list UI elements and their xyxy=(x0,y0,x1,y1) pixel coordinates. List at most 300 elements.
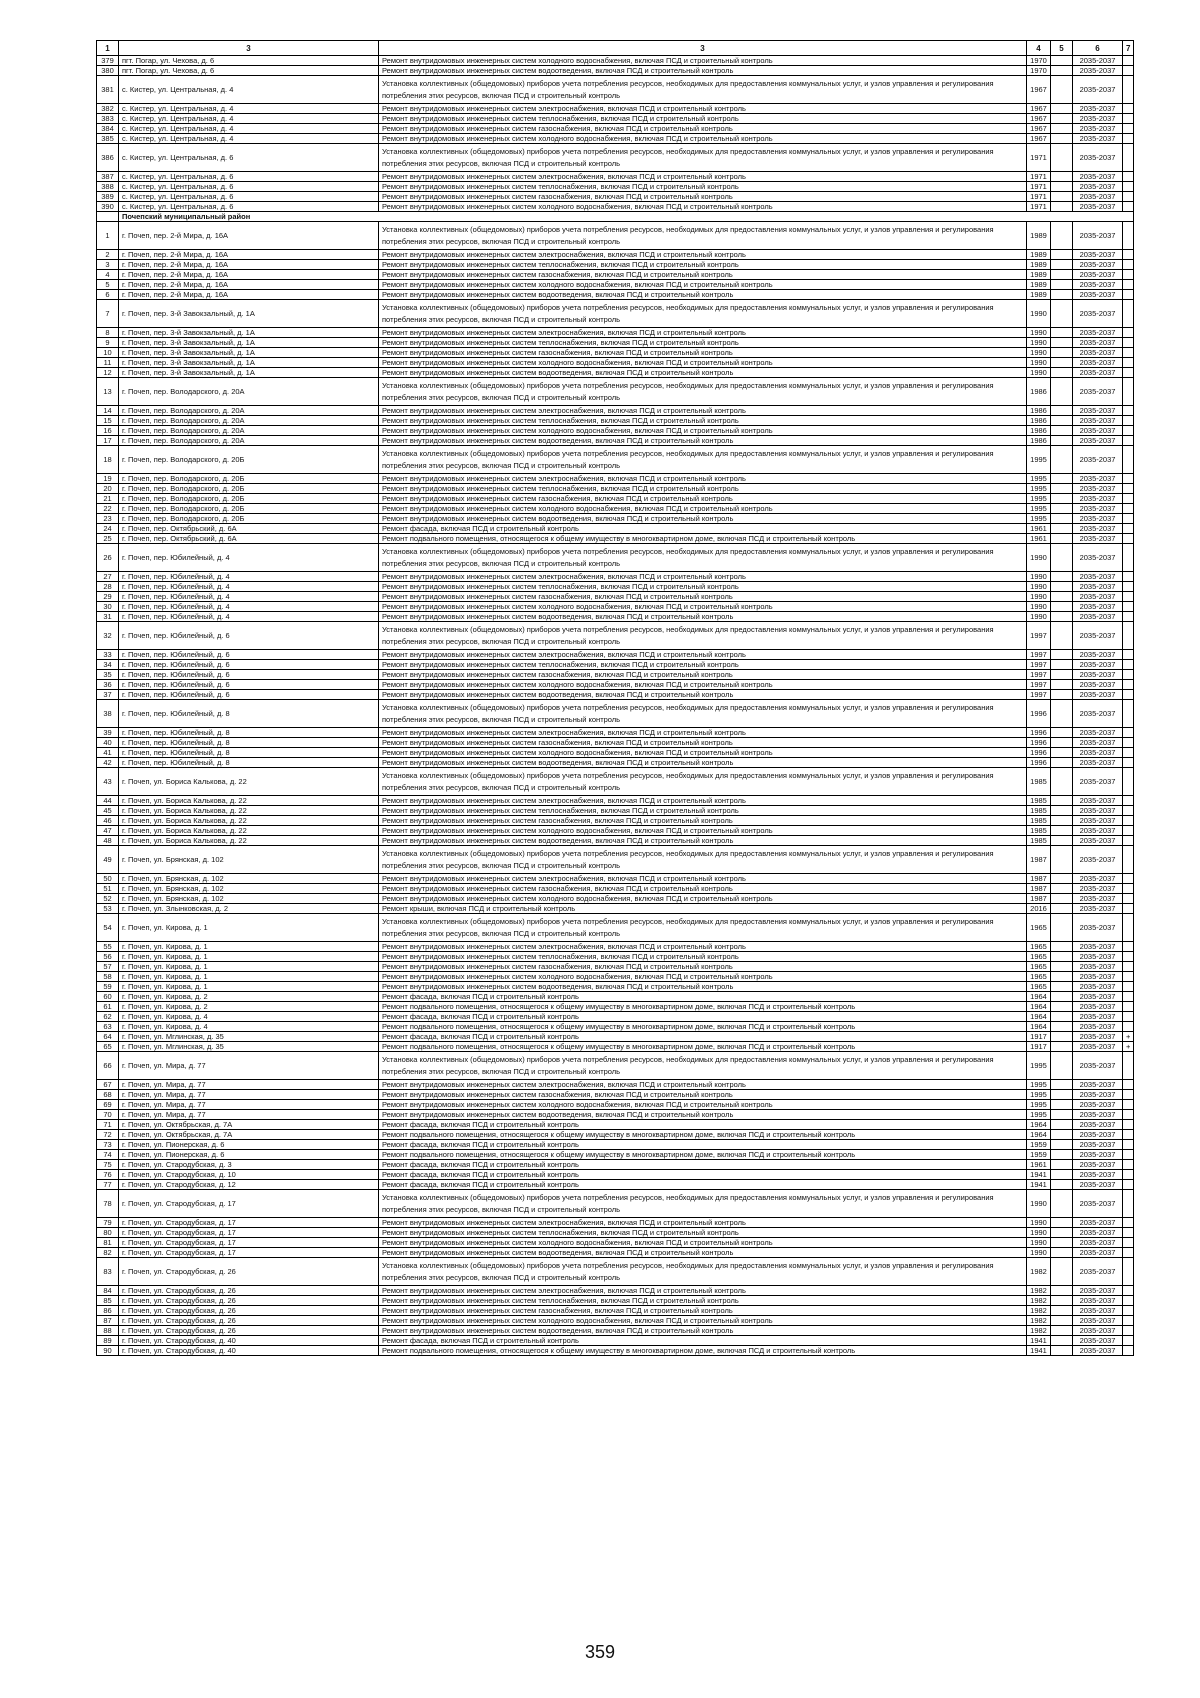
work-type-cell: Ремонт фасада, включая ПСД и строительный контроль xyxy=(379,992,1027,1002)
empty-cell xyxy=(1051,426,1073,436)
row-number-cell: 30 xyxy=(97,602,119,612)
year-cell: 1959 xyxy=(1027,1150,1051,1160)
address-cell: г. Почеп, ул. Октябрьская, д. 7А xyxy=(119,1120,379,1130)
year-cell: 1965 xyxy=(1027,942,1051,952)
address-cell: с. Кистер, ул. Центральная, д. 6 xyxy=(119,192,379,202)
year-cell: 1990 xyxy=(1027,348,1051,358)
row-number-cell: 37 xyxy=(97,690,119,700)
address-cell: г. Почеп, ул. Кирова, д. 2 xyxy=(119,992,379,1002)
year-cell: 1965 xyxy=(1027,914,1051,942)
address-cell: г. Почеп, пер. Володарского, д. 20А xyxy=(119,378,379,406)
empty-cell xyxy=(1051,56,1073,66)
empty-cell xyxy=(1051,300,1073,328)
table-row xyxy=(97,338,1134,348)
table-row xyxy=(97,1042,1134,1052)
address-cell: г. Почеп, пер. Володарского, д. 20Б xyxy=(119,484,379,494)
header-cell: 7 xyxy=(1123,41,1134,56)
empty-cell xyxy=(1051,670,1073,680)
row-number-cell: 67 xyxy=(97,1080,119,1090)
empty-cell xyxy=(1051,328,1073,338)
row-number-cell: 74 xyxy=(97,1150,119,1160)
period-cell: 2035-2037 xyxy=(1073,982,1123,992)
address-cell: г. Почеп, ул. Стародубская, д. 26 xyxy=(119,1306,379,1316)
empty-cell xyxy=(1051,182,1073,192)
empty-cell xyxy=(1051,582,1073,592)
work-type-cell: Ремонт внутридомовых инженерных систем холодного водоснабжения, включая ПСД и строительный контроль xyxy=(379,972,1027,982)
mark-cell xyxy=(1123,114,1134,124)
mark-cell xyxy=(1123,1002,1134,1012)
work-type-cell: Ремонт подвального помещения, относящегося к общему имуществу в многоквартирном доме, включая ПСД и строительный контроль xyxy=(379,1042,1027,1052)
period-cell: 2035-2037 xyxy=(1073,728,1123,738)
work-type-cell: Установка коллективных (общедомовых) приборов учета потребления ресурсов, необходимых для предоставления коммунальных услуг, и узлов управления и регулирования потребления этих ресурсов, включая ПСД и строительный контроль xyxy=(379,1258,1027,1286)
document-sheet xyxy=(96,40,1134,1356)
work-type-cell: Установка коллективных (общедомовых) приборов учета потребления ресурсов, необходимых для предоставления коммунальных услуг, и узлов управления и регулирования потребления этих ресурсов, включая ПСД и строительный контроль xyxy=(379,378,1027,406)
mark-cell xyxy=(1123,1286,1134,1296)
period-cell: 2035-2037 xyxy=(1073,406,1123,416)
address-cell: г. Почеп, ул. Кирова, д. 1 xyxy=(119,982,379,992)
work-type-cell: Ремонт внутридомовых инженерных систем холодного водоснабжения, включая ПСД и строительный контроль xyxy=(379,826,1027,836)
work-type-cell: Ремонт внутридомовых инженерных систем электроснабжения, включая ПСД и строительный контроль xyxy=(379,328,1027,338)
row-number-cell: 6 xyxy=(97,290,119,300)
address-cell: г. Почеп, ул. Октябрьская, д. 7А xyxy=(119,1130,379,1140)
address-cell: г. Почеп, ул. Стародубская, д. 17 xyxy=(119,1238,379,1248)
address-cell: г. Почеп, ул. Кирова, д. 1 xyxy=(119,952,379,962)
table-row xyxy=(97,728,1134,738)
empty-cell xyxy=(1051,134,1073,144)
empty-cell xyxy=(1051,202,1073,212)
empty-cell xyxy=(1051,952,1073,962)
address-cell: г. Почеп, пер. 3-й Завокзальный, д. 1А xyxy=(119,300,379,328)
address-cell: г. Почеп, ул. Мира, д. 77 xyxy=(119,1052,379,1080)
address-cell: г. Почеп, пер. Юбилейный, д. 8 xyxy=(119,700,379,728)
mark-cell xyxy=(1123,1140,1134,1150)
work-type-cell: Ремонт фасада, включая ПСД и строительный контроль xyxy=(379,1160,1027,1170)
empty-cell xyxy=(1051,104,1073,114)
year-cell: 1989 xyxy=(1027,290,1051,300)
period-cell: 2035-2037 xyxy=(1073,1180,1123,1190)
work-type-cell: Ремонт фасада, включая ПСД и строительный контроль xyxy=(379,1336,1027,1346)
period-cell: 2035-2037 xyxy=(1073,768,1123,796)
year-cell: 1985 xyxy=(1027,836,1051,846)
work-type-cell: Ремонт фасада, включая ПСД и строительный контроль xyxy=(379,1012,1027,1022)
table-row xyxy=(97,1002,1134,1012)
mark-cell xyxy=(1123,992,1134,1002)
address-cell: г. Почеп, ул. Злынковская, д. 2 xyxy=(119,904,379,914)
row-number-cell: 64 xyxy=(97,1032,119,1042)
table-row xyxy=(97,426,1134,436)
row-number-cell: 83 xyxy=(97,1258,119,1286)
mark-cell xyxy=(1123,66,1134,76)
year-cell: 1990 xyxy=(1027,582,1051,592)
work-type-cell: Ремонт внутридомовых инженерных систем теплоснабжения, включая ПСД и строительный контроль xyxy=(379,1296,1027,1306)
work-type-cell: Ремонт фасада, включая ПСД и строительный контроль xyxy=(379,1140,1027,1150)
mark-cell xyxy=(1123,202,1134,212)
mark-cell xyxy=(1123,1120,1134,1130)
address-cell: г. Почеп, ул. Стародубская, д. 10 xyxy=(119,1170,379,1180)
table-row xyxy=(97,612,1134,622)
work-type-cell: Ремонт фасада, включая ПСД и строительный контроль xyxy=(379,1180,1027,1190)
work-type-cell: Ремонт крыши, включая ПСД и строительный контроль xyxy=(379,904,1027,914)
row-number-cell: 12 xyxy=(97,368,119,378)
empty-cell xyxy=(1051,1286,1073,1296)
period-cell: 2035-2037 xyxy=(1073,796,1123,806)
row-number-cell: 2 xyxy=(97,250,119,260)
work-type-cell: Установка коллективных (общедомовых) приборов учета потребления ресурсов, необходимых для предоставления коммунальных услуг, и узлов управления и регулирования потребления этих ресурсов, включая ПСД и строительный контроль xyxy=(379,144,1027,172)
year-cell: 1986 xyxy=(1027,426,1051,436)
empty-cell xyxy=(1051,290,1073,300)
row-number-cell: 76 xyxy=(97,1170,119,1180)
work-type-cell: Ремонт внутридомовых инженерных систем газоснабжения, включая ПСД и строительный контроль xyxy=(379,494,1027,504)
work-type-cell: Ремонт внутридомовых инженерных систем теплоснабжения, включая ПСД и строительный контроль xyxy=(379,182,1027,192)
row-number-cell: 379 xyxy=(97,56,119,66)
year-cell: 1967 xyxy=(1027,104,1051,114)
address-cell: г. Почеп, ул. Мира, д. 77 xyxy=(119,1090,379,1100)
mark-cell xyxy=(1123,494,1134,504)
address-cell: с. Кистер, ул. Центральная, д. 6 xyxy=(119,172,379,182)
period-cell: 2035-2037 xyxy=(1073,826,1123,836)
row-number-cell: 13 xyxy=(97,378,119,406)
empty-cell xyxy=(1051,1012,1073,1022)
table-row xyxy=(97,972,1134,982)
table-row xyxy=(97,436,1134,446)
table-row xyxy=(97,1218,1134,1228)
work-type-cell: Установка коллективных (общедомовых) приборов учета потребления ресурсов, необходимых для предоставления коммунальных услуг, и узлов управления и регулирования потребления этих ресурсов, включая ПСД и строительный контроль xyxy=(379,768,1027,796)
empty-cell xyxy=(1051,514,1073,524)
year-cell: 1941 xyxy=(1027,1180,1051,1190)
year-cell: 1987 xyxy=(1027,884,1051,894)
row-number-cell: 72 xyxy=(97,1130,119,1140)
period-cell: 2035-2037 xyxy=(1073,1012,1123,1022)
row-number-cell: 87 xyxy=(97,1316,119,1326)
row-number-cell: 380 xyxy=(97,66,119,76)
work-type-cell: Ремонт внутридомовых инженерных систем электроснабжения, включая ПСД и строительный контроль xyxy=(379,1080,1027,1090)
mark-cell xyxy=(1123,544,1134,572)
empty-cell xyxy=(1051,768,1073,796)
period-cell: 2035-2037 xyxy=(1073,690,1123,700)
year-cell: 1997 xyxy=(1027,650,1051,660)
row-number-cell: 36 xyxy=(97,680,119,690)
empty-cell xyxy=(1051,124,1073,134)
year-cell: 1965 xyxy=(1027,962,1051,972)
row-number-cell: 45 xyxy=(97,806,119,816)
year-cell: 1990 xyxy=(1027,338,1051,348)
mark-cell xyxy=(1123,406,1134,416)
mark-cell: + xyxy=(1123,1042,1134,1052)
mark-cell xyxy=(1123,582,1134,592)
row-number-cell: 53 xyxy=(97,904,119,914)
work-type-cell: Ремонт внутридомовых инженерных систем газоснабжения, включая ПСД и строительный контроль xyxy=(379,1306,1027,1316)
year-cell: 1970 xyxy=(1027,66,1051,76)
work-type-cell: Установка коллективных (общедомовых) приборов учета потребления ресурсов, необходимых для предоставления коммунальных услуг, и узлов управления и регулирования потребления этих ресурсов, включая ПСД и строительный контроль xyxy=(379,446,1027,474)
row-number-cell: 4 xyxy=(97,270,119,280)
mark-cell xyxy=(1123,748,1134,758)
mark-cell xyxy=(1123,222,1134,250)
period-cell: 2035-2037 xyxy=(1073,1022,1123,1032)
address-cell: г. Почеп, пер. 2-й Мира, д. 16А xyxy=(119,280,379,290)
address-cell: г. Почеп, ул. Бориса Калькова, д. 22 xyxy=(119,806,379,816)
work-type-cell: Ремонт внутридомовых инженерных систем газоснабжения, включая ПСД и строительный контроль xyxy=(379,270,1027,280)
empty-cell xyxy=(1051,1032,1073,1042)
period-cell: 2035-2037 xyxy=(1073,1120,1123,1130)
empty-cell xyxy=(1051,700,1073,728)
year-cell: 1986 xyxy=(1027,378,1051,406)
header-cell: 3 xyxy=(119,41,379,56)
mark-cell xyxy=(1123,806,1134,816)
year-cell: 1982 xyxy=(1027,1316,1051,1326)
address-cell: г. Почеп, пер. Володарского, д. 20А xyxy=(119,406,379,416)
work-type-cell: Ремонт внутридомовых инженерных систем холодного водоснабжения, включая ПСД и строительный контроль xyxy=(379,504,1027,514)
work-type-cell: Ремонт внутридомовых инженерных систем газоснабжения, включая ПСД и строительный контроль xyxy=(379,348,1027,358)
period-cell: 2035-2037 xyxy=(1073,660,1123,670)
address-cell: г. Почеп, ул. Стародубская, д. 26 xyxy=(119,1258,379,1286)
table-row xyxy=(97,690,1134,700)
page-number: 359 xyxy=(584,1642,616,1662)
year-cell: 1964 xyxy=(1027,1130,1051,1140)
mark-cell xyxy=(1123,660,1134,670)
year-cell: 1990 xyxy=(1027,1238,1051,1248)
empty-cell xyxy=(1051,250,1073,260)
empty-cell xyxy=(1051,76,1073,104)
table-row xyxy=(97,1346,1134,1356)
period-cell: 2035-2037 xyxy=(1073,846,1123,874)
table-row xyxy=(97,1296,1134,1306)
row-number-cell: 61 xyxy=(97,1002,119,1012)
row-number-cell: 384 xyxy=(97,124,119,134)
address-cell: г. Почеп, ул. Кирова, д. 1 xyxy=(119,942,379,952)
period-cell: 2035-2037 xyxy=(1073,972,1123,982)
mark-cell xyxy=(1123,484,1134,494)
period-cell: 2035-2037 xyxy=(1073,1042,1123,1052)
row-number-cell: 385 xyxy=(97,134,119,144)
empty-cell xyxy=(1051,1150,1073,1160)
mark-cell xyxy=(1123,1130,1134,1140)
work-type-cell: Ремонт внутридомовых инженерных систем водоотведения, включая ПСД и строительный контроль xyxy=(379,436,1027,446)
row-number-cell: 10 xyxy=(97,348,119,358)
row-number-cell: 23 xyxy=(97,514,119,524)
period-cell: 2035-2037 xyxy=(1073,280,1123,290)
row-number-cell: 25 xyxy=(97,534,119,544)
year-cell: 1995 xyxy=(1027,494,1051,504)
address-cell: г. Почеп, пер. Юбилейный, д. 8 xyxy=(119,728,379,738)
table-row xyxy=(97,104,1134,114)
address-cell: г. Почеп, ул. Стародубская, д. 3 xyxy=(119,1160,379,1170)
empty-cell xyxy=(1051,1080,1073,1090)
mark-cell xyxy=(1123,836,1134,846)
empty-cell xyxy=(1051,982,1073,992)
mark-cell xyxy=(1123,534,1134,544)
table-row xyxy=(97,768,1134,796)
mark-cell xyxy=(1123,300,1134,328)
address-cell: г. Почеп, ул. Кирова, д. 2 xyxy=(119,1002,379,1012)
year-cell: 1964 xyxy=(1027,1002,1051,1012)
row-number-cell: 69 xyxy=(97,1100,119,1110)
address-cell: г. Почеп, пер. Юбилейный, д. 8 xyxy=(119,748,379,758)
year-cell: 1989 xyxy=(1027,270,1051,280)
row-number-cell: 28 xyxy=(97,582,119,592)
year-cell: 1987 xyxy=(1027,894,1051,904)
table-row xyxy=(97,474,1134,484)
work-type-cell: Ремонт подвального помещения, относящегося к общему имуществу в многоквартирном доме, включая ПСД и строительный контроль xyxy=(379,534,1027,544)
row-number-cell: 35 xyxy=(97,670,119,680)
mark-cell xyxy=(1123,700,1134,728)
work-type-cell: Ремонт внутридомовых инженерных систем теплоснабжения, включая ПСД и строительный контроль xyxy=(379,260,1027,270)
table-row xyxy=(97,758,1134,768)
year-cell: 1995 xyxy=(1027,474,1051,484)
empty-cell xyxy=(97,212,119,222)
year-cell: 1990 xyxy=(1027,1248,1051,1258)
mark-cell xyxy=(1123,680,1134,690)
empty-cell xyxy=(1051,660,1073,670)
row-number-cell: 386 xyxy=(97,144,119,172)
address-cell: г. Почеп, ул. Пионерская, д. 6 xyxy=(119,1150,379,1160)
period-cell: 2035-2037 xyxy=(1073,474,1123,484)
work-type-cell: Ремонт внутридомовых инженерных систем газоснабжения, включая ПСД и строительный контроль xyxy=(379,816,1027,826)
address-cell: г. Почеп, ул. Кирова, д. 1 xyxy=(119,914,379,942)
mark-cell xyxy=(1123,280,1134,290)
mark-cell xyxy=(1123,338,1134,348)
period-cell: 2035-2037 xyxy=(1073,914,1123,942)
work-type-cell: Ремонт внутридомовых инженерных систем холодного водоснабжения, включая ПСД и строительный контроль xyxy=(379,1238,1027,1248)
work-type-cell: Ремонт внутридомовых инженерных систем электроснабжения, включая ПСД и строительный контроль xyxy=(379,1286,1027,1296)
period-cell: 2035-2037 xyxy=(1073,144,1123,172)
period-cell: 2035-2037 xyxy=(1073,962,1123,972)
empty-cell xyxy=(1051,972,1073,982)
work-type-cell: Ремонт внутридомовых инженерных систем газоснабжения, включая ПСД и строительный контроль xyxy=(379,124,1027,134)
year-cell: 1985 xyxy=(1027,826,1051,836)
address-cell: г. Почеп, пер. Юбилейный, д. 6 xyxy=(119,660,379,670)
address-cell: г. Почеп, пер. Юбилейный, д. 4 xyxy=(119,572,379,582)
row-number-cell: 84 xyxy=(97,1286,119,1296)
year-cell: 1995 xyxy=(1027,514,1051,524)
address-cell: г. Почеп, пер. Володарского, д. 20А xyxy=(119,426,379,436)
address-cell: г. Почеп, ул. Стародубская, д. 26 xyxy=(119,1316,379,1326)
period-cell: 2035-2037 xyxy=(1073,172,1123,182)
period-cell: 2035-2037 xyxy=(1073,1336,1123,1346)
empty-cell xyxy=(1051,1170,1073,1180)
work-type-cell: Ремонт внутридомовых инженерных систем электроснабжения, включая ПСД и строительный контроль xyxy=(379,104,1027,114)
row-number-cell: 39 xyxy=(97,728,119,738)
period-cell: 2035-2037 xyxy=(1073,1326,1123,1336)
period-cell: 2035-2037 xyxy=(1073,328,1123,338)
table-row xyxy=(97,1080,1134,1090)
year-cell: 1941 xyxy=(1027,1170,1051,1180)
mark-cell xyxy=(1123,622,1134,650)
mark-cell xyxy=(1123,1258,1134,1286)
empty-cell xyxy=(1051,534,1073,544)
work-type-cell: Ремонт внутридомовых инженерных систем водоотведения, включая ПСД и строительный контроль xyxy=(379,1326,1027,1336)
empty-cell xyxy=(1051,1100,1073,1110)
table-row xyxy=(97,622,1134,650)
period-cell: 2035-2037 xyxy=(1073,250,1123,260)
address-cell: г. Почеп, пер. Юбилейный, д. 4 xyxy=(119,602,379,612)
mark-cell xyxy=(1123,612,1134,622)
address-cell: г. Почеп, пер. Юбилейный, д. 6 xyxy=(119,680,379,690)
table-row xyxy=(97,328,1134,338)
repair-program-table xyxy=(96,40,1134,1356)
empty-cell xyxy=(1051,378,1073,406)
period-cell: 2035-2037 xyxy=(1073,1090,1123,1100)
mark-cell xyxy=(1123,1080,1134,1090)
row-number-cell: 90 xyxy=(97,1346,119,1356)
period-cell: 2035-2037 xyxy=(1073,904,1123,914)
year-cell: 1965 xyxy=(1027,972,1051,982)
address-cell: г. Почеп, ул. Мира, д. 77 xyxy=(119,1100,379,1110)
work-type-cell: Ремонт внутридомовых инженерных систем холодного водоснабжения, включая ПСД и строительный контроль xyxy=(379,202,1027,212)
empty-cell xyxy=(1051,914,1073,942)
table-row xyxy=(97,650,1134,660)
table-row xyxy=(97,250,1134,260)
year-cell: 1982 xyxy=(1027,1286,1051,1296)
year-cell: 1982 xyxy=(1027,1296,1051,1306)
empty-cell xyxy=(1051,1130,1073,1140)
mark-cell xyxy=(1123,972,1134,982)
empty-cell xyxy=(1051,1140,1073,1150)
table-row xyxy=(97,1120,1134,1130)
table-row xyxy=(97,1140,1134,1150)
year-cell: 1971 xyxy=(1027,192,1051,202)
period-cell: 2035-2037 xyxy=(1073,134,1123,144)
mark-cell xyxy=(1123,826,1134,836)
table-row xyxy=(97,504,1134,514)
row-number-cell: 55 xyxy=(97,942,119,952)
period-cell: 2035-2037 xyxy=(1073,1150,1123,1160)
empty-cell xyxy=(1051,1336,1073,1346)
address-cell: г. Почеп, ул. Кирова, д. 1 xyxy=(119,972,379,982)
address-cell: г. Почеп, ул. Кирова, д. 1 xyxy=(119,962,379,972)
address-cell: г. Почеп, пер. Юбилейный, д. 8 xyxy=(119,738,379,748)
table-row xyxy=(97,378,1134,406)
table-row xyxy=(97,982,1134,992)
period-cell: 2035-2037 xyxy=(1073,748,1123,758)
period-cell: 2035-2037 xyxy=(1073,76,1123,104)
table-row xyxy=(97,1336,1134,1346)
mark-cell xyxy=(1123,368,1134,378)
mark-cell xyxy=(1123,1248,1134,1258)
period-cell: 2035-2037 xyxy=(1073,622,1123,650)
period-cell: 2035-2037 xyxy=(1073,942,1123,952)
mark-cell xyxy=(1123,134,1134,144)
period-cell: 2035-2037 xyxy=(1073,1052,1123,1080)
period-cell: 2035-2037 xyxy=(1073,670,1123,680)
table-row xyxy=(97,1022,1134,1032)
empty-cell xyxy=(1051,592,1073,602)
address-cell: г. Почеп, пер. 2-й Мира, д. 16А xyxy=(119,260,379,270)
mark-cell xyxy=(1123,894,1134,904)
row-number-cell: 19 xyxy=(97,474,119,484)
row-number-cell: 1 xyxy=(97,222,119,250)
empty-cell xyxy=(1051,1296,1073,1306)
year-cell: 1996 xyxy=(1027,700,1051,728)
empty-cell xyxy=(1051,836,1073,846)
period-cell: 2035-2037 xyxy=(1073,650,1123,660)
row-number-cell: 43 xyxy=(97,768,119,796)
mark-cell xyxy=(1123,1170,1134,1180)
mark-cell xyxy=(1123,738,1134,748)
table-row xyxy=(97,826,1134,836)
mark-cell xyxy=(1123,358,1134,368)
work-type-cell: Установка коллективных (общедомовых) приборов учета потребления ресурсов, необходимых для предоставления коммунальных услуг, и узлов управления и регулирования потребления этих ресурсов, включая ПСД и строительный контроль xyxy=(379,914,1027,942)
work-type-cell: Ремонт внутридомовых инженерных систем водоотведения, включая ПСД и строительный контроль xyxy=(379,66,1027,76)
table-row xyxy=(97,1090,1134,1100)
work-type-cell: Ремонт внутридомовых инженерных систем холодного водоснабжения, включая ПСД и строительный контроль xyxy=(379,1316,1027,1326)
period-cell: 2035-2037 xyxy=(1073,1190,1123,1218)
empty-cell xyxy=(1051,1238,1073,1248)
empty-cell xyxy=(1051,504,1073,514)
empty-cell xyxy=(1051,1316,1073,1326)
address-cell: с. Кистер, ул. Центральная, д. 4 xyxy=(119,124,379,134)
empty-cell xyxy=(1051,1258,1073,1286)
table-row xyxy=(97,144,1134,172)
